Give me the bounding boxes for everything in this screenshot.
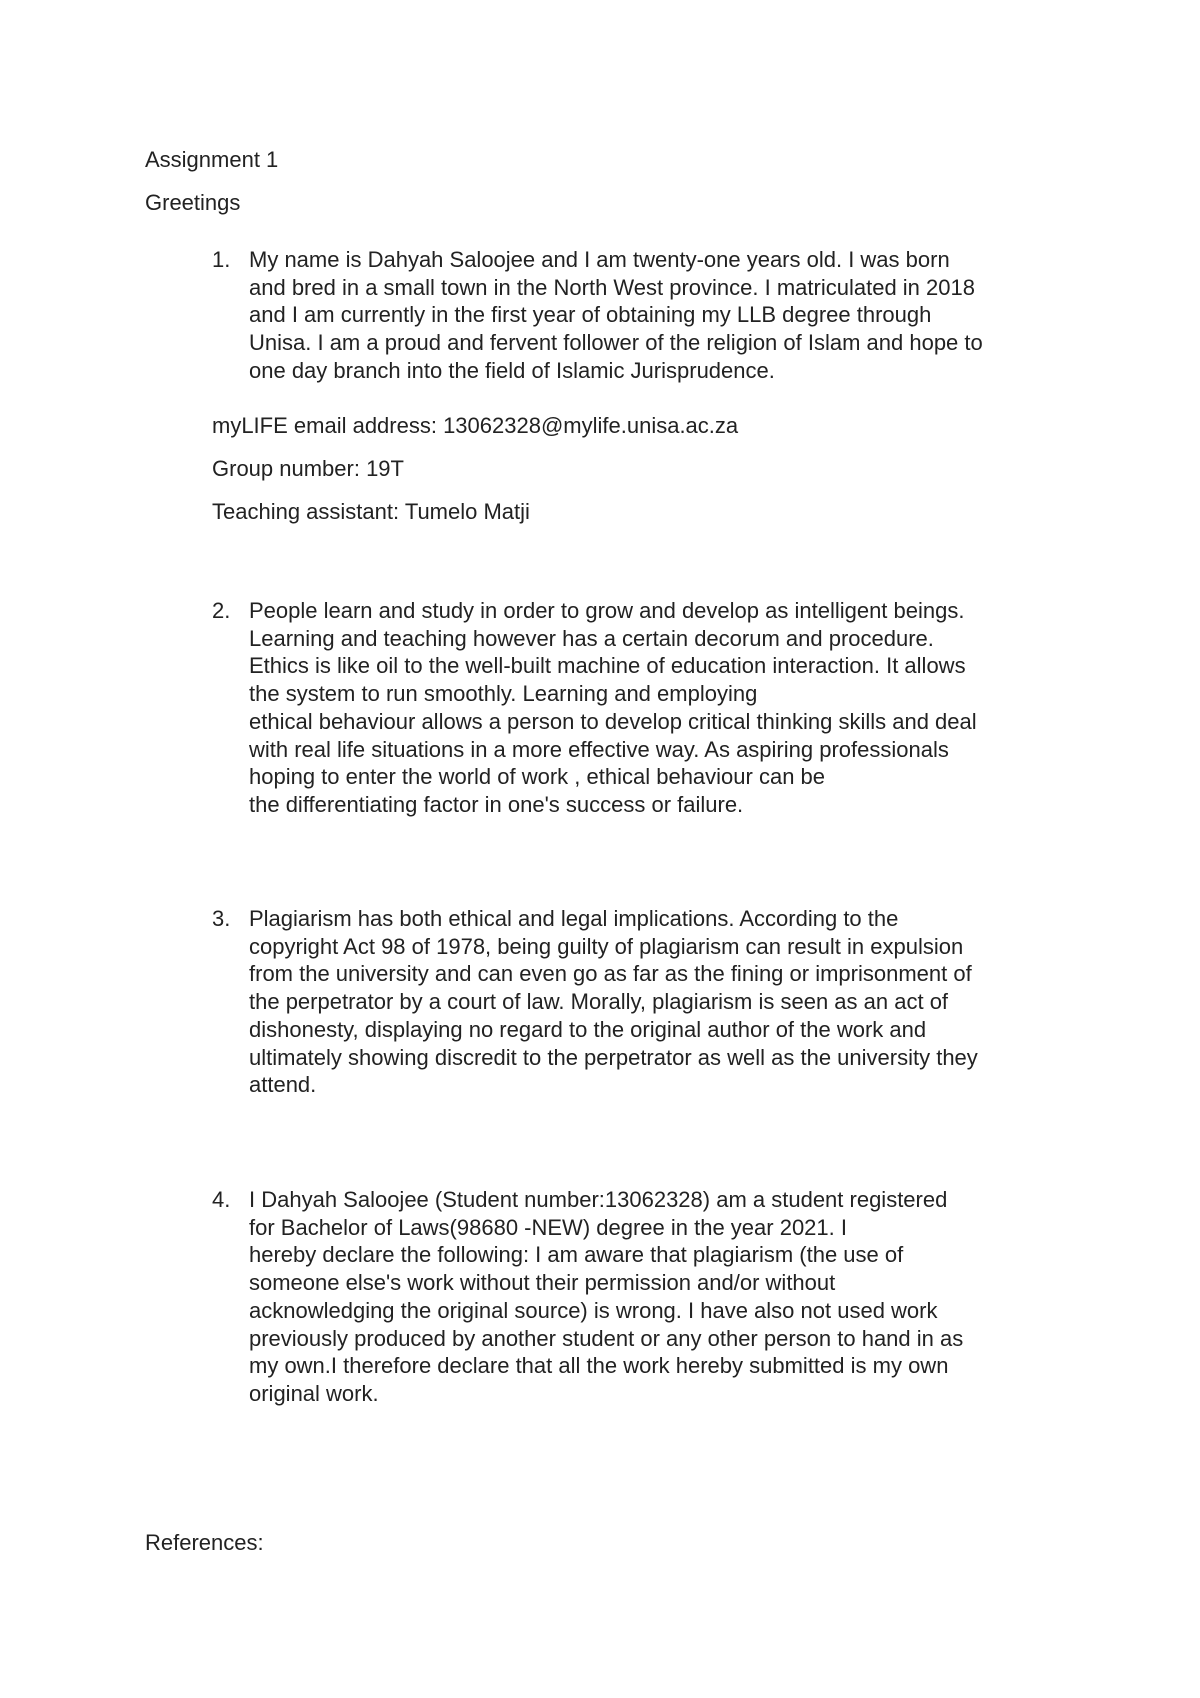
text-line: attend.: [249, 1072, 317, 1098]
text-line: someone else's work without their permission and/or without: [249, 1270, 836, 1296]
list-item-3: [212, 905, 1072, 1099]
text-line: the perpetrator by a court of law. Morally, plagiarism is seen as an act of: [249, 989, 949, 1015]
text-line: dishonesty, displaying no regard to the original author of the work and: [249, 1016, 927, 1042]
list-item-text: [249, 597, 1069, 819]
teaching-assistant-line: Teaching assistant: Tumelo Matji: [212, 499, 530, 524]
document-title: Assignment 1: [145, 147, 279, 172]
text-line: I Dahyah Saloojee (Student number:13062328) am a student registered: [249, 1187, 948, 1212]
list-item-text: [249, 905, 1069, 1099]
text-line: Unisa. I am a proud and fervent follower of the religion of Islam and hope to: [249, 330, 983, 356]
list-item-number: 4.: [212, 1187, 231, 1212]
text-line: hoping to enter the world of work , ethical behaviour can be: [249, 764, 826, 790]
list-item-number: 1.: [212, 247, 231, 272]
text-line: Learning and teaching however has a certain decorum and procedure.: [249, 625, 934, 651]
text-line: ultimately showing discredit to the perpetrator as well as the university they: [249, 1044, 978, 1070]
text-line: and I am currently in the first year of obtaining my LLB degree through: [249, 302, 932, 328]
list-item-2: [212, 597, 1072, 819]
text-line: with real life situations in a more effective way. As aspiring professionals: [249, 736, 949, 762]
list-item-number: 2.: [212, 598, 231, 623]
text-line: the differentiating factor in one's success or failure.: [249, 791, 744, 817]
text-line: Ethics is like oil to the well-built machine of education interaction. It allows: [249, 653, 966, 679]
list-item-text: [249, 246, 1069, 385]
text-line: from the university and can even go as far as the fining or imprisonment of: [249, 961, 972, 987]
list-item-4: [212, 1186, 1072, 1408]
text-line: previously produced by another student or any other person to hand in as: [249, 1325, 964, 1351]
text-line: for Bachelor of Laws(98680 -NEW) degree in the year 2021. I: [249, 1214, 847, 1240]
text-line: original work.: [249, 1380, 379, 1406]
text-line: the system to run smoothly. Learning and employing: [249, 681, 758, 707]
list-item-1: [212, 246, 1072, 385]
group-number-line: Group number: 19T: [212, 456, 404, 481]
text-line: hereby declare the following: I am aware that plagiarism (the use of: [249, 1242, 904, 1268]
text-line: one day branch into the field of Islamic Jurisprudence.: [249, 357, 775, 383]
text-line: ethical behaviour allows a person to develop critical thinking skills and deal: [249, 708, 977, 734]
text-line: and bred in a small town in the North West province. I matriculated in 2018: [249, 274, 975, 300]
text-line: My name is Dahyah Saloojee and I am twenty-one years old. I was born: [249, 247, 950, 272]
text-line: my own.I therefore declare that all the work hereby submitted is my own: [249, 1353, 949, 1379]
email-line: myLIFE email address: 13062328@mylife.unisa.ac.za: [212, 413, 739, 438]
text-line: Plagiarism has both ethical and legal implications. According to the: [249, 906, 899, 931]
text-line: copyright Act 98 of 1978, being guilty of plagiarism can result in expulsion: [249, 933, 964, 959]
list-item-number: 3.: [212, 906, 231, 931]
text-line: acknowledging the original source) is wrong. I have also not used work: [249, 1297, 938, 1323]
references-heading: References:: [145, 1530, 264, 1555]
list-item-text: [249, 1186, 1069, 1408]
greeting-heading: Greetings: [145, 190, 241, 215]
text-line: People learn and study in order to grow and develop as intelligent beings.: [249, 598, 965, 623]
